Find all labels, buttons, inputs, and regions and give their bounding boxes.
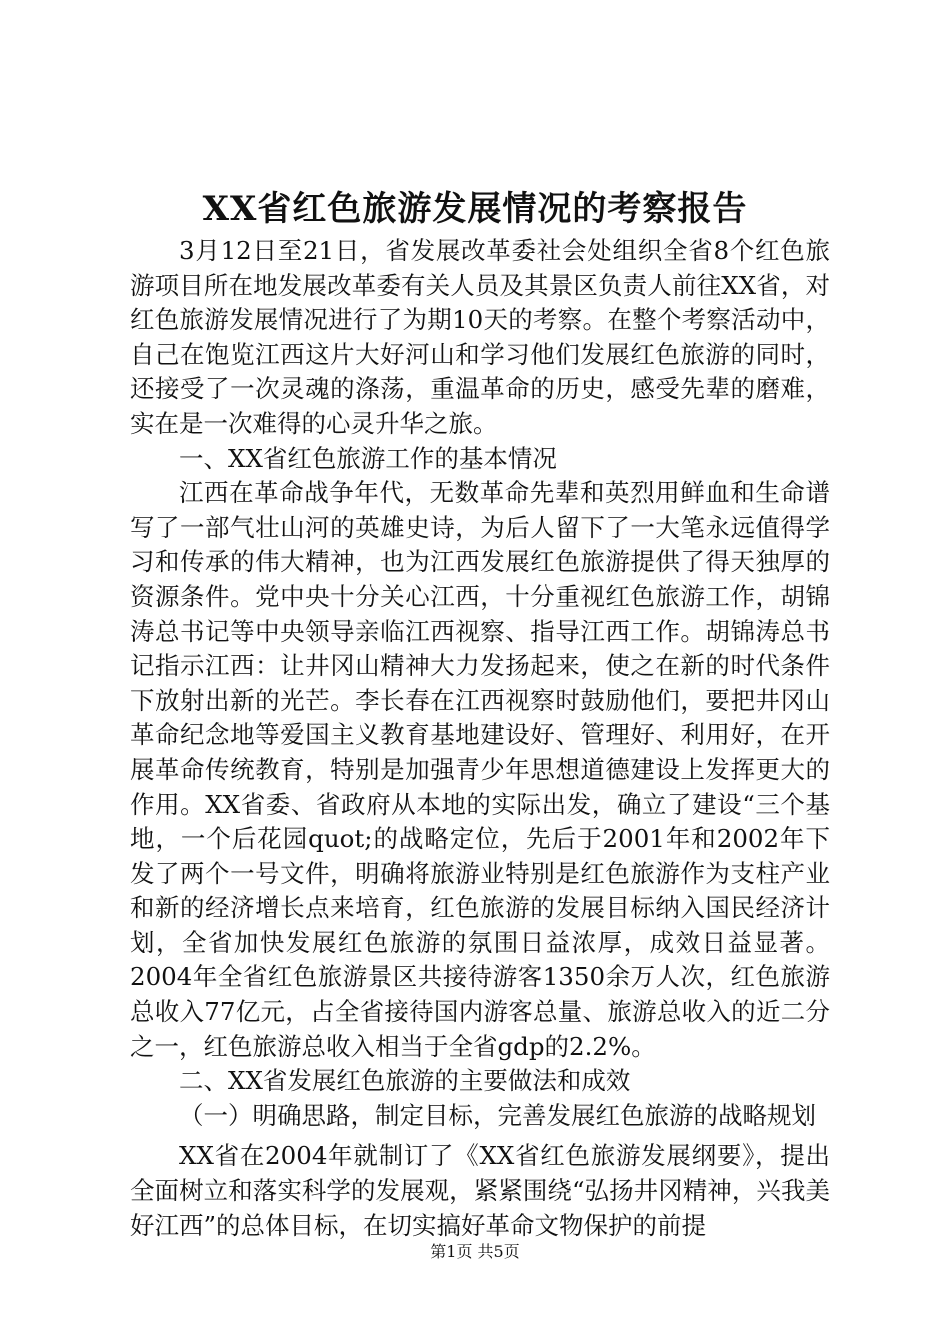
document-title: XX省红色旅游发展情况的考察报告	[202, 189, 748, 229]
section-heading-2: 二、XX省发展红色旅游的主要做法和成效	[179, 1066, 631, 1096]
intro-paragraph: 3月12日至21日，省发展改革委社会处组织全省8个红色旅游项目所在地发展改革委有关人员及其景区负责人前往XX省，对红色旅游发展情况进行了为期10天的考察。在整个考察活动中，自己在饱览江西这片大好河山和学习他们发展红色旅游的同时，还接受了一次灵魂的涤荡，重温革命的历史，感受先辈的磨难，实在是一次难得的心灵升华之旅。	[130, 236, 830, 438]
subsection-heading-1: （一）明确思路，制定目标，完善发展红色旅游的战略规划	[179, 1100, 816, 1130]
subsection-1-paragraph: XX省在2004年就制订了《XX省红色旅游发展纲要》，提出全面树立和落实科学的发展观，紧紧围绕“弘扬井冈精神，兴我美好江西”的总体目标，在切实搞好革命文物保护的前提	[130, 1141, 830, 1240]
document-body	[130, 234, 830, 1243]
page-number-footer: 第1页 共5页	[430, 1242, 520, 1261]
section-1-paragraph: 江西在革命战争年代，无数革命先辈和英烈用鲜血和生命谱写了一部气壮山河的英雄史诗，为后人留下了一大笔永远值得学习和传承的伟大精神，也为江西发展红色旅游提供了得天独厚的资源条件。党中央十分关心江西，十分重视红色旅游工作，胡锦涛总书记等中央领导亲临江西视察、指导江西工作。胡锦涛总书记指示江西：让井冈山精神大力发扬起来，使之在新的时代条件下放射出新的光芒。李长春在江西视察时鼓励他们，要把井冈山革命纪念地等爱国主义教育基地建设好、管理好、利用好，在开展革命传统教育，特别是加强青少年思想道德建设上发挥更大的作用。XX省委、省政府从本地的实际出发，确立了建设“三个基地，一个后花园quot;的战略定位，先后于2001年和2002年下发了两个一号文件，明确将旅游业特别是红色旅游作为支柱产业和新的经济增长点来培育，红色旅游的发展目标纳入国民经济计划，全省加快发展红色旅游的氛围日益浓厚，成效日益显著。2004年全省红色旅游景区共接待游客1350余万人次，红色旅游总收入77亿元，占全省接待国内游客总量、旅游总收入的近二分之一，红色旅游总收入相当于全省gdp的2.2%。	[130, 478, 830, 1061]
section-heading-1: 一、XX省红色旅游工作的基本情况	[179, 443, 557, 473]
